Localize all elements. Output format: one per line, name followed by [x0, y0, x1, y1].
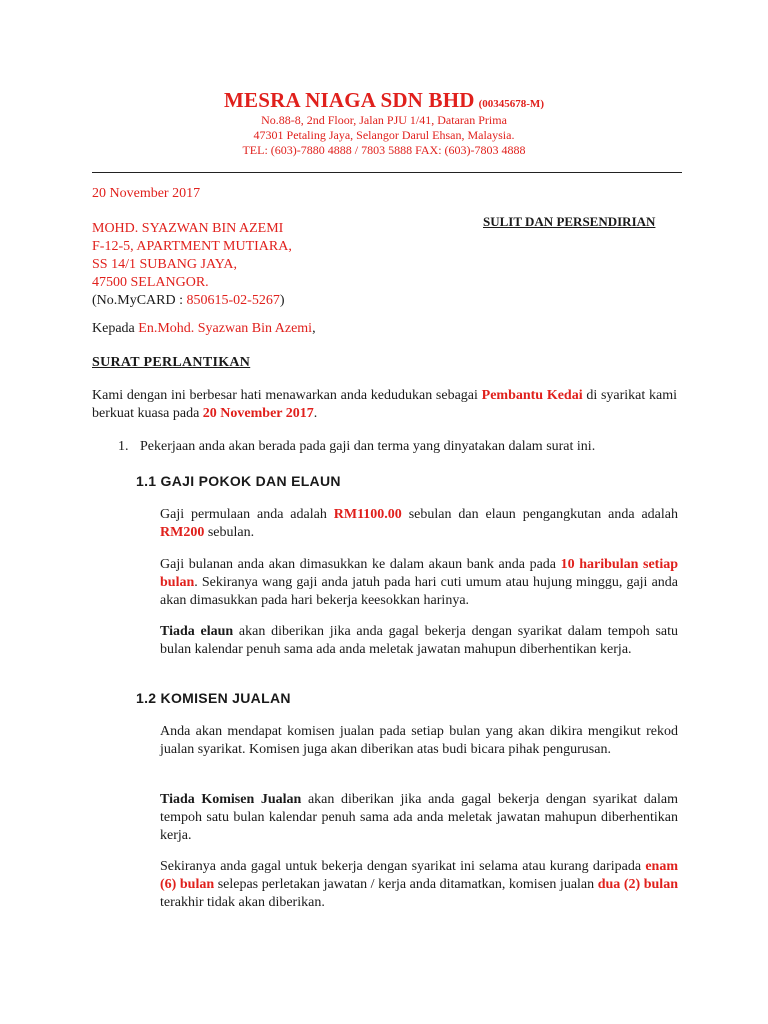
header-divider — [92, 172, 682, 173]
letterhead — [0, 88, 768, 158]
salutation-prefix: Kepada — [92, 321, 139, 336]
intro-text-1: Kami dengan ini berbesar hati menawarkan anda kedudukan sebagai — [92, 388, 482, 403]
salary-text-3: sebulan. — [204, 525, 255, 540]
effective-date: 20 November 2017 — [202, 406, 314, 421]
salutation-name: En.Mohd. Syazwan Bin Azemi — [138, 321, 313, 336]
company-registration: (00345678-M) — [478, 98, 544, 110]
letter-subject: SURAT PERLANTIKAN — [92, 355, 251, 370]
payday-paragraph — [160, 556, 678, 610]
contact-line: TEL: (603)-7880 4888 / 7803 5888 FAX: (603)-7803 4888 — [242, 143, 526, 157]
confidential-label: SULIT DAN PERSENDIRIAN — [483, 214, 656, 229]
forfeit-text-1: Sekiranya anda gagal untuk bekerja dengan syarikat ini selama atau kurang daripada — [160, 859, 646, 874]
no-commission-paragraph — [160, 791, 678, 845]
recipient-address-3: 47500 SELANGOR. — [92, 275, 209, 290]
no-allowance-text: akan diberikan jika anda gagal bekerja dengan syarikat dalam tempoh satu bulan kalendar penuh sama ada anda meletak jawatan mahupun diberhentikan kerja. — [160, 624, 679, 657]
salutation — [92, 321, 316, 337]
company-title — [0, 88, 768, 113]
mycard-number: 850615-02-5267 — [186, 293, 280, 308]
salary-text-2: sebulan dan elaun pengangkutan anda adalah — [401, 507, 678, 522]
section-heading-1-1: 1.1 GAJI POKOK DAN ELAUN — [136, 473, 341, 489]
commission-paragraph: Anda akan mendapat komisen jualan pada setiap bulan yang akan dikira mengikut rekod jualan syarikat. Komisen juga akan diberikan atas budi bicara pihak pengurusan. — [160, 724, 678, 757]
list-item-number: 1. — [118, 439, 129, 454]
mycard-prefix: (No.MyCARD : — [92, 293, 187, 308]
commission-forfeit-paragraph — [160, 858, 678, 912]
list-item-text: Pekerjaan anda akan berada pada gaji dan terma yang dinyatakan dalam surat ini. — [140, 439, 596, 454]
salary-amount: RM1100.00 — [333, 507, 402, 522]
allowance-amount: RM200 — [160, 525, 205, 540]
address-line-2: 47301 Petaling Jaya, Selangor Darul Ehsan, Malaysia. — [253, 128, 515, 142]
salary-paragraph — [160, 506, 678, 542]
recipient-address-1: F-12-5, APARTMENT MUTIARA, — [92, 239, 292, 254]
intro-text-3: . — [313, 406, 318, 421]
intro-paragraph — [92, 387, 677, 423]
address-line-1: No.88-8, 2nd Floor, Jalan PJU 1/41, Dataran Prima — [261, 113, 507, 127]
job-position: Pembantu Kedai — [481, 388, 583, 403]
salutation-suffix: , — [312, 321, 316, 336]
mycard-suffix: ) — [279, 293, 285, 308]
forfeit-text-3: terakhir tidak akan diberikan. — [160, 895, 325, 910]
section-heading-1-2: 1.2 KOMISEN JUALAN — [136, 690, 291, 706]
payday-text-1: Gaji bulanan anda akan dimasukkan ke dalam akaun bank anda pada — [160, 557, 561, 572]
recipient-mycard — [92, 292, 292, 310]
forfeit-period-1: enam (6) bulan — [160, 859, 678, 892]
intro-text-2: di syarikat kami berkuat kuasa pada — [92, 388, 677, 421]
recipient-address-2: SS 14/1 SUBANG JAYA, — [92, 257, 237, 272]
salary-text-1: Gaji permulaan anda adalah — [160, 507, 334, 522]
no-allowance-paragraph — [160, 623, 678, 659]
no-commission-label: Tiada Komisen Jualan — [160, 792, 302, 807]
company-name: MESRA NIAGA SDN BHD — [224, 88, 475, 112]
forfeit-period-2: dua (2) bulan — [597, 877, 678, 892]
payday-text-2: . Sekiranya wang gaji anda jatuh pada hari cuti umum atau hujung minggu, gaji anda akan dimasukkan pada hari bekerja keesokkan harinya. — [160, 575, 678, 608]
no-commission-text: akan diberikan jika anda gagal bekerja dengan syarikat dalam tempoh satu bulan kalendar penuh sama ada anda meletak jawatan mahupun diberhentikan kerja. — [160, 792, 678, 843]
recipient-block — [92, 220, 292, 310]
letter-date: 20 November 2017 — [92, 186, 201, 201]
pay-day: 10 haribulan setiap bulan — [160, 557, 678, 590]
recipient-name: MOHD. SYAZWAN BIN AZEMI — [92, 221, 284, 236]
no-allowance-label: Tiada elaun — [160, 624, 234, 639]
list-item-1 — [118, 439, 595, 455]
forfeit-text-2: selepas perletakan jawatan / kerja anda ditamatkan, komisen jualan — [214, 877, 598, 892]
